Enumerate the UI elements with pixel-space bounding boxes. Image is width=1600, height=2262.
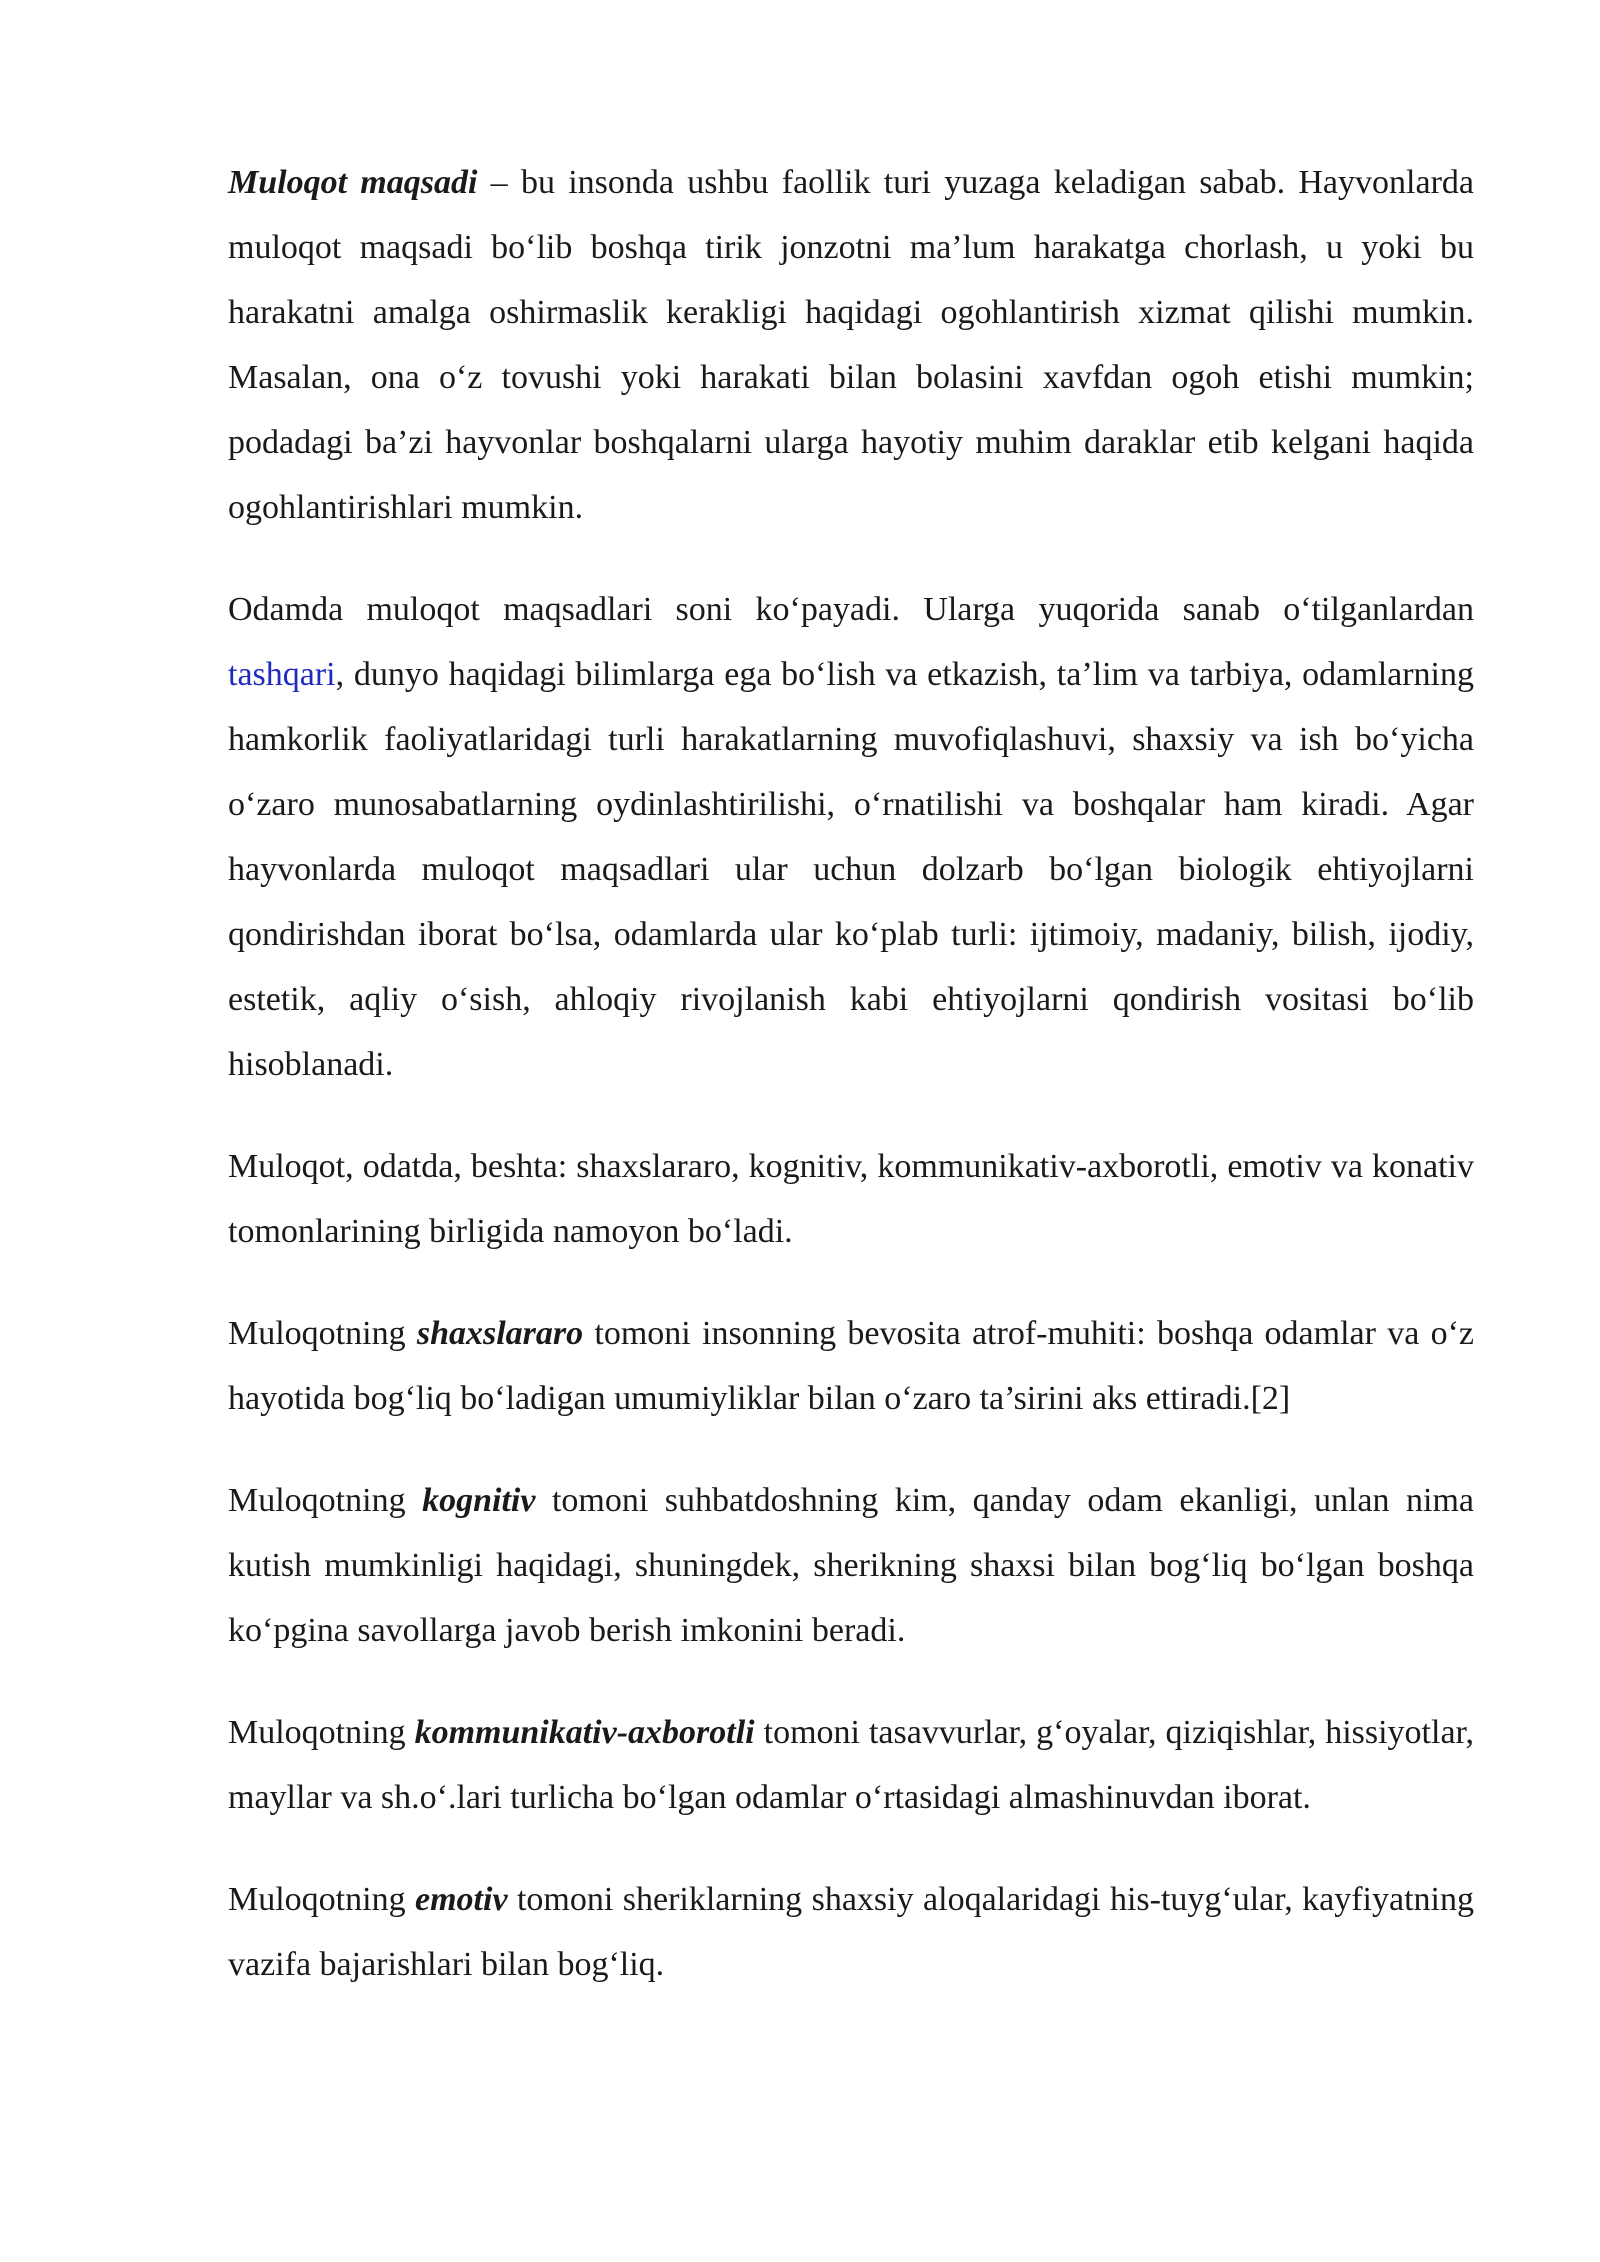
defined-term: kognitiv (422, 1482, 536, 1519)
paragraph-text: Muloqot, odatda, beshta: shaxslararo, kognitiv, kommunikativ-axborotli, emotiv va konativ tomonlarining birligida namoyon bo‘ladi. (228, 1148, 1474, 1250)
paragraph-beshta-tomon (228, 1134, 1474, 1264)
paragraph-emotiv (228, 1867, 1474, 1997)
defined-term: Muloqot maqsadi (228, 164, 478, 201)
defined-term: emotiv (415, 1881, 508, 1918)
paragraph-kommunikativ (228, 1700, 1474, 1830)
paragraph-text: tomoni insonning bevosita atrof-muhiti: boshqa odamlar va o‘z hayotida bog‘liq bo‘ladigan umumiyliklar bilan o‘zaro ta’sirini aks ettiradi.[2] (228, 1315, 1474, 1417)
paragraph-text: – bu insonda ushbu faollik turi yuzaga keladigan sabab. Hayvonlarda muloqot maqsadi bo‘lib boshqa tirik jonzotni ma’lum harakatga chorlash, u yoki bu harakatni amalga oshirmaslik kerakligi haqidagi ogohlantirish xizmat qilishi mumkin. Masalan, ona o‘z tovushi yoki harakati bilan bolasini xavfdan ogoh etishi mumkin; podadagi ba’zi hayvonlar boshqalarni ularga hayotiy muhim daraklar etib kelgani haqida ogohlantirishlari mumkin. (228, 164, 1474, 526)
defined-term: kommunikativ-axborotli (414, 1714, 755, 1751)
paragraph-text: , dunyo haqidagi bilimlarga ega bo‘lish va etkazish, ta’lim va tarbiya, odamlarning hamkorlik faoliyatlaridagi turli harakatlarning muvofiqlashuvi, shaxsiy va ish bo‘yicha o‘zaro munosabatlarning oydinlashtirilishi, o‘rnatilishi va boshqalar ham kiradi. Agar hayvonlarda muloqot maqsadlari ular uchun dolzarb bo‘lgan biologik ehtiyojlarni qondirishdan iborat bo‘lsa, odamlarda ular ko‘plab turli: ijtimoiy, madaniy, bilish, ijodiy, estetik, aqliy o‘sish, ahloqiy rivojlanish kabi ehtiyojlarni qondirish vositasi bo‘lib hisoblanadi. (228, 656, 1474, 1083)
document-page (228, 150, 1474, 2034)
paragraph-text: Muloqotning (228, 1714, 415, 1751)
paragraph-shaxslararo (228, 1301, 1474, 1431)
paragraph-muloqot-maqsadi (228, 150, 1474, 540)
paragraph-text: Muloqotning (228, 1482, 423, 1519)
paragraph-text: tomoni sheriklarning shaxsiy aloqalaridagi his-tuyg‘ular, kayfiyatning vazifa bajarishlari bilan bog‘liq. (228, 1881, 1474, 1983)
paragraph-text: Muloqotning (228, 1881, 416, 1918)
paragraph-odamda-maqsadlar (228, 577, 1474, 1097)
paragraph-text: tomoni tasavvurlar, g‘oyalar, qiziqishlar, hissiyotlar, mayllar va sh.o‘.lari turlicha bo‘lgan odamlar o‘rtasidagi almashinuvdan iborat. (228, 1714, 1475, 1816)
defined-term: shaxslararo (416, 1315, 584, 1352)
paragraph-text: Muloqotning (228, 1315, 417, 1352)
tashqari-link[interactable]: tashqari (228, 656, 336, 693)
paragraph-text: tomoni suhbatdoshning kim, qanday odam ekanligi, unlan nima kutish mumkinligi haqidagi, shuningdek, sherikning shaxsi bilan bog‘liq bo‘lgan boshqa ko‘pgina savollarga javob berish imkonini beradi. (228, 1482, 1474, 1649)
paragraph-text: Odamda muloqot maqsadlari soni ko‘payadi. Ularga yuqorida sanab o‘tilganlardan (228, 591, 1474, 628)
paragraph-kognitiv (228, 1468, 1474, 1663)
